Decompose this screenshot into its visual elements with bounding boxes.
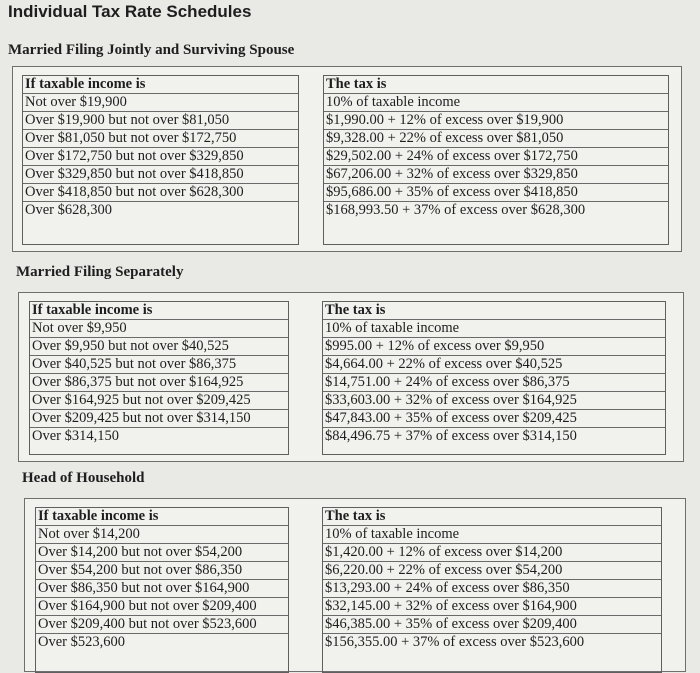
income-column <box>22 75 299 245</box>
tax-cell: $4,664.00 + 22% of excess over $40,525 <box>323 356 665 374</box>
tax-cell: $47,843.00 + 35% of excess over $209,425 <box>323 410 665 428</box>
tax-header: The tax is <box>323 508 661 526</box>
income-cell: Over $164,900 but not over $209,400 <box>36 598 288 616</box>
income-cell: Not over $19,900 <box>23 94 298 112</box>
tax-column <box>323 75 669 245</box>
tax-column <box>322 507 662 673</box>
income-cell: Over $172,750 but not over $329,850 <box>23 148 298 166</box>
tax-cell: $29,502.00 + 24% of excess over $172,750 <box>324 148 668 166</box>
income-cell: Over $418,850 but not over $628,300 <box>23 184 298 202</box>
income-cell: Over $523,600 <box>38 634 125 650</box>
tax-cell: $9,328.00 + 22% of excess over $81,050 <box>324 130 668 148</box>
income-cell: Not over $14,200 <box>36 526 288 544</box>
income-cell: Over $14,200 but not over $54,200 <box>36 544 288 562</box>
tax-cell: $168,993.50 + 37% of excess over $628,300 <box>326 202 586 218</box>
income-cell: Over $9,950 but not over $40,525 <box>30 338 288 356</box>
income-column <box>35 507 289 673</box>
tax-header: The tax is <box>324 76 668 94</box>
income-cell: Not over $9,950 <box>30 320 288 338</box>
page-title: Individual Tax Rate Schedules <box>8 2 252 21</box>
income-cell: Over $209,400 but not over $523,600 <box>36 616 288 634</box>
income-cell: Over $164,925 but not over $209,425 <box>30 392 288 410</box>
schedule-table-joint <box>12 66 682 252</box>
tax-cell: $67,206.00 + 32% of excess over $329,850 <box>324 166 668 184</box>
tax-cell: $32,145.00 + 32% of excess over $164,900 <box>323 598 661 616</box>
section-heading-household: Head of Household <box>22 470 145 486</box>
tax-cell: 10% of taxable income <box>324 94 668 112</box>
income-cell: Over $86,375 but not over $164,925 <box>30 374 288 392</box>
tax-cell: $156,355.00 + 37% of excess over $523,600 <box>325 634 585 650</box>
tax-cell: 10% of taxable income <box>323 526 661 544</box>
income-column <box>29 301 289 455</box>
section-heading-separate: Married Filing Separately <box>16 264 184 280</box>
income-cell: Over $19,900 but not over $81,050 <box>23 112 298 130</box>
income-cell: Over $86,350 but not over $164,900 <box>36 580 288 598</box>
tax-cell: $95,686.00 + 35% of excess over $418,850 <box>324 184 668 202</box>
tax-header: The tax is <box>323 302 665 320</box>
section-heading-joint: Married Filing Jointly and Surviving Spouse <box>8 42 295 58</box>
tax-column <box>322 301 666 455</box>
tax-cell: $14,751.00 + 24% of excess over $86,375 <box>323 374 665 392</box>
income-cell: Over $329,850 but not over $418,850 <box>23 166 298 184</box>
schedule-table-household <box>24 498 686 672</box>
income-cell: Over $314,150 <box>32 428 119 444</box>
income-cell: Over $54,200 but not over $86,350 <box>36 562 288 580</box>
income-header: If taxable income is <box>23 76 298 94</box>
tax-cell: 10% of taxable income <box>323 320 665 338</box>
schedule-table-separate <box>18 292 684 462</box>
tax-cell: $1,420.00 + 12% of excess over $14,200 <box>323 544 661 562</box>
income-cell: Over $81,050 but not over $172,750 <box>23 130 298 148</box>
income-header: If taxable income is <box>36 508 288 526</box>
tax-cell: $995.00 + 12% of excess over $9,950 <box>323 338 665 356</box>
tax-cell: $13,293.00 + 24% of excess over $86,350 <box>323 580 661 598</box>
income-cell: Over $209,425 but not over $314,150 <box>30 410 288 428</box>
tax-cell: $46,385.00 + 35% of excess over $209,400 <box>323 616 661 634</box>
income-header: If taxable income is <box>30 302 288 320</box>
tax-cell: $6,220.00 + 22% of excess over $54,200 <box>323 562 661 580</box>
income-cell: Over $40,525 but not over $86,375 <box>30 356 288 374</box>
tax-cell: $1,990.00 + 12% of excess over $19,900 <box>324 112 668 130</box>
income-cell: Over $628,300 <box>25 202 112 218</box>
tax-cell: $84,496.75 + 37% of excess over $314,150 <box>325 428 577 444</box>
tax-cell: $33,603.00 + 32% of excess over $164,925 <box>323 392 665 410</box>
